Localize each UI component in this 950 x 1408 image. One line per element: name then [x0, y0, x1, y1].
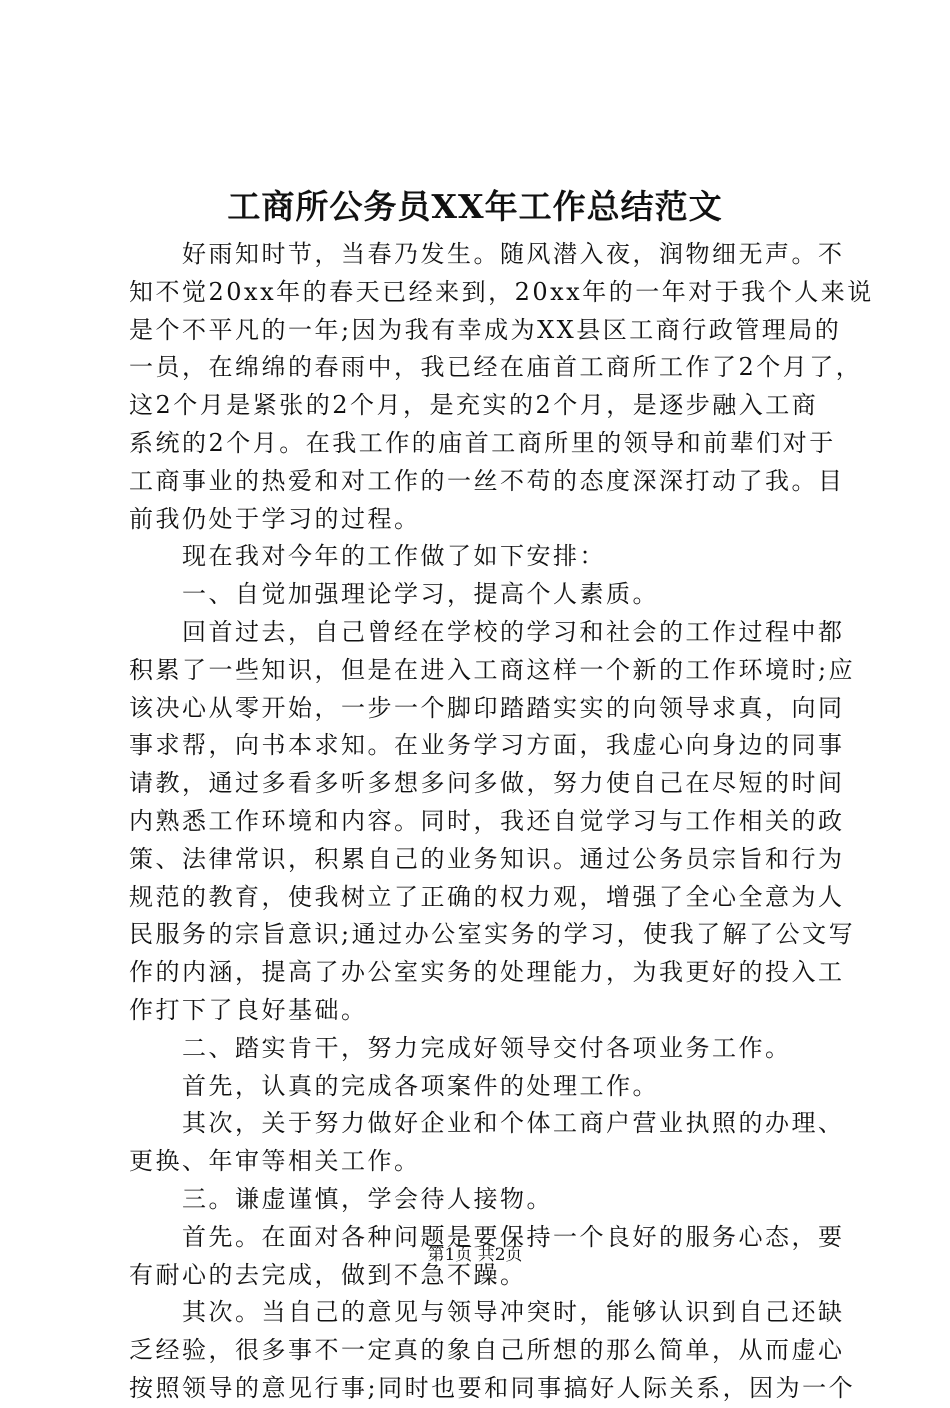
section-heading: 二、踏实肯干，努力完成好领导交付各项业务工作。: [129, 1033, 792, 1062]
body-line: 积累了一些知识，但是在进入工商这样一个新的工作环境时;应: [129, 655, 856, 684]
body-line: 现在我对今年的工作做了如下安排：: [129, 542, 606, 571]
page-number: 第1页 共2页: [427, 1245, 523, 1265]
body-line: 规范的教育，使我树立了正确的权力观，增强了全心全意为人: [129, 882, 845, 911]
section-heading: 一、自觉加强理论学习，提高个人素质。: [129, 580, 659, 609]
body-line: 请教，通过多看多听多想多问多做，努力使自己在尽短的时间: [129, 769, 845, 798]
body-line: 有耐心的去完成，做到不急不躁。: [129, 1260, 527, 1289]
body-line: 首先。在面对各种问题是要保持一个良好的服务心态，要: [129, 1222, 845, 1251]
body-line: 首先，认真的完成各项案件的处理工作。: [129, 1071, 659, 1100]
body-line: 一员，在绵绵的春雨中，我已经在庙首工商所工作了2个月了，: [129, 353, 863, 382]
body-line: 策、法律常识，积累自己的业务知识。通过公务员宗旨和行为: [129, 844, 845, 873]
body-line: 其次，关于努力做好企业和个体工商户营业执照的办理、: [129, 1109, 845, 1138]
body-line: 是个不平凡的一年;因为我有幸成为XX县区工商行政管理局的: [129, 315, 842, 344]
body-line: 系统的2个月。在我工作的庙首工商所里的领导和前辈们对于: [129, 428, 836, 457]
body-line: 回首过去，自己曾经在学校的学习和社会的工作过程中都: [129, 617, 845, 646]
body-line: 其次。当自己的意见与领导冲突时，能够认识到自己还缺: [129, 1298, 845, 1327]
body-line: 事求帮，向书本求知。在业务学习方面，我虚心向身边的同事: [129, 731, 845, 760]
body-line: 乏经验，很多事不一定真的象自己所想的那么简单，从而虚心: [129, 1336, 845, 1365]
body-line: 作的内涵，提高了办公室实务的处理能力，为我更好的投入工: [129, 958, 845, 987]
body-line: 更换、年审等相关工作。: [129, 1147, 421, 1176]
body-line: 作打下了良好基础。: [129, 995, 368, 1024]
body-line: 前我仍处于学习的过程。: [129, 504, 421, 533]
body-line: 工商事业的热爱和对工作的一丝不苟的态度深深打动了我。目: [129, 466, 845, 495]
body-line: 该决心从零开始，一步一个脚印踏踏实实的向领导求真，向同: [129, 693, 845, 722]
body-line: 民服务的宗旨意识;通过办公室实务的学习，使我了解了公文写: [129, 920, 856, 949]
body-line: 这2个月是紧张的2个月，是充实的2个月，是逐步融入工商: [129, 391, 819, 420]
section-heading: 三。谦虚谨慎，学会待人接物。: [129, 1184, 553, 1213]
body-line: 好雨知时节，当春乃发生。随风潜入夜，润物细无声。不: [129, 240, 845, 268]
document-title: 工商所公务员XX年工作总结范文: [227, 187, 723, 226]
document-body: [129, 236, 874, 1408]
body-line: 内熟悉工作环境和内容。同时，我还自觉学习与工作相关的政: [129, 806, 845, 835]
body-line: 知不觉20xx年的春天已经来到，20xx年的一年对于我个人来说: [129, 277, 874, 306]
body-line: 按照领导的意见行事;同时也要和同事搞好人际关系，因为一个: [129, 1373, 856, 1402]
